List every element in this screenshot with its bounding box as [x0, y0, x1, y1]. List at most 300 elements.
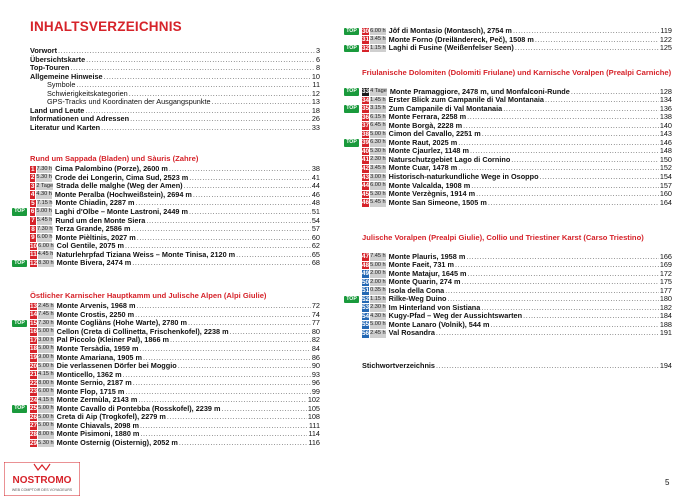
tour-number: 47 [362, 253, 370, 260]
tour-number: 28 [30, 430, 38, 438]
tour-page: 38 [311, 164, 320, 174]
tour-name-wrap [386, 122, 659, 131]
tour-number: 35 [362, 105, 370, 113]
tour-name: Monte Cuar, 1478 m [388, 164, 458, 173]
tour-page: 44 [311, 181, 320, 191]
tour-page: 154 [659, 172, 672, 181]
leader-dots [455, 261, 659, 270]
tour-entry [30, 396, 320, 405]
tour-page: 86 [311, 352, 320, 362]
tour-duration: 2.00 h [370, 270, 386, 277]
tour-page: 164 [659, 197, 672, 207]
tour-number: 31 [362, 36, 370, 44]
tour-name-wrap [386, 173, 659, 182]
toc-entry-label: Allgemeine Hinweise [30, 71, 103, 81]
tour-number: 33 [362, 88, 370, 95]
leader-dots [188, 319, 311, 328]
tour-page: 102 [307, 395, 320, 405]
section-heading: Julische Voralpen (Prealpi Giulie), Collio und Triestiner Karst (Carso Triestino) [362, 233, 644, 242]
tour-page: 48 [311, 198, 320, 208]
tour-name-wrap [54, 336, 311, 345]
tour-page: 60 [311, 232, 320, 242]
tour-page: 160 [659, 189, 672, 199]
tour-name-wrap [386, 130, 659, 139]
tour-entry [30, 174, 320, 183]
tour-number: 4 [30, 191, 35, 199]
toc-entry-label: Vorwort [30, 46, 58, 55]
tour-number: 13 [30, 302, 38, 310]
tour-number: 3 [30, 182, 35, 190]
toc-line [30, 124, 320, 133]
top-badge: TOP [344, 28, 359, 36]
toc-entry-page: 3 [315, 46, 320, 55]
tour-number: 22 [30, 379, 38, 387]
tour-page: 136 [659, 103, 672, 113]
tour-duration: 3.00 h [38, 336, 54, 343]
tour-entry [362, 253, 672, 262]
top-badge: TOP [344, 88, 359, 96]
tour-name: Monte Crostis, 2250 m [56, 310, 135, 319]
tour-name: Monte Chiadin, 2287 m [55, 199, 135, 208]
tour-page: 77 [311, 318, 320, 328]
tour-number: 14 [30, 311, 38, 319]
tour-page: 152 [659, 163, 672, 173]
tour-name-wrap [386, 312, 659, 321]
tour-entry [362, 199, 672, 208]
tour-page: 84 [311, 343, 320, 353]
leader-dots [523, 312, 659, 321]
tour-name-wrap [387, 88, 659, 97]
leader-dots [535, 36, 659, 45]
toc-entry-label: Land und Leute [30, 105, 85, 115]
tour-name: Val Rosandra [388, 329, 435, 338]
leader-dots [146, 217, 311, 226]
tour-name: Monte Pisimoni, 1880 m [56, 430, 140, 439]
tour-duration: 5.30 h [36, 174, 52, 181]
tour-number: 10 [30, 242, 38, 250]
tour-page: 150 [659, 154, 672, 164]
toc-line [362, 362, 672, 371]
tour-entry [14, 318, 320, 328]
tour-name: Monte Borgà, 2228 m [388, 121, 463, 130]
tour-duration: 9.00 h [38, 354, 54, 360]
tour-name-wrap [54, 354, 311, 363]
tour-number: 37 [362, 122, 370, 130]
tour-page: 80 [311, 326, 320, 336]
tour-name-wrap [54, 405, 307, 414]
tour-name: Naturlehrpfad Tiziana Weiss – Monte Tinisa, 2120 m [56, 250, 236, 259]
tour-duration: 5.30 h [38, 439, 54, 446]
tour-number: 53 [362, 304, 370, 312]
leader-dots [179, 439, 307, 448]
tour-duration: 4.15 h [38, 371, 54, 378]
tour-page: 82 [311, 335, 320, 345]
tour-name-wrap [54, 302, 311, 311]
tour-name-wrap [52, 217, 311, 226]
tour-name: Monte Forno (Dreiländereck, Peč), 1508 m [388, 35, 534, 44]
tour-duration: 5.00 h [370, 130, 386, 137]
tour-name-wrap [52, 165, 311, 174]
leader-dots [511, 156, 659, 165]
tour-entry [362, 270, 672, 279]
tour-name-wrap [54, 413, 307, 422]
tour-page: 90 [311, 361, 320, 371]
tour-entry [362, 164, 672, 173]
logo-tagline: WEB COMPTOIR DES VOYAGEURS [11, 488, 73, 492]
tour-name: Monte Pièltinis, 2027 m [55, 233, 136, 242]
tour-name-wrap [52, 199, 310, 208]
leader-dots [571, 88, 659, 97]
tour-number: 26 [30, 413, 38, 421]
tour-name: Historisch-naturkundliche Wege in Osoppo [388, 173, 539, 181]
tour-name-wrap [54, 430, 308, 439]
tour-page: 125 [659, 43, 672, 53]
toc-entry-page: 26 [311, 114, 320, 124]
tour-entry [362, 96, 672, 105]
tour-entry [362, 312, 672, 321]
nostromo-logo [4, 462, 80, 496]
tour-name: Monte Zermùla, 2143 m [56, 396, 138, 405]
leader-dots [131, 225, 310, 234]
tour-entry [30, 439, 320, 448]
tour-name: Laghi di Fusine (Weißenfelser Seen) [388, 44, 514, 53]
toc-entry-page: 194 [659, 361, 672, 370]
tour-duration: 7.45 h [370, 253, 386, 259]
tour-number: 38 [362, 130, 370, 138]
tour-duration: 5.30 h [370, 190, 386, 197]
tour-name-wrap [54, 311, 311, 320]
tour-name: Cimon del Cavallo, 2251 m [388, 130, 481, 139]
tour-duration: 8.00 h [38, 430, 54, 437]
tour-entry [30, 336, 320, 345]
tour-number: 7 [31, 217, 35, 224]
tour-page: 134 [659, 95, 672, 105]
tour-number: 21 [30, 371, 38, 379]
tour-number: 5 [31, 199, 35, 207]
leader-dots [136, 302, 310, 311]
tour-duration: 1.15 h [370, 295, 386, 302]
leader-dots [140, 422, 308, 431]
tour-name: Erster Blick zum Campanile di Val Montanaia [388, 96, 544, 105]
tour-name: Monte Raut, 2025 m [388, 138, 458, 147]
tour-name-wrap [386, 27, 660, 36]
leader-dots [193, 191, 311, 200]
page-number: 5 [665, 478, 670, 487]
tour-name-wrap [54, 371, 311, 380]
tour-entry [30, 225, 320, 234]
tour-page: 166 [659, 251, 672, 261]
tour-entry [30, 234, 320, 243]
tour-duration: 5.00 h [38, 328, 54, 335]
tour-entry [362, 287, 672, 296]
tour-name-wrap [386, 182, 659, 191]
leader-dots [140, 430, 307, 439]
tour-name: Monte Flop, 1715 m [56, 387, 125, 396]
tour-page: 148 [659, 146, 672, 156]
tour-name: Im Hinterland von Sistiana [388, 303, 481, 312]
leader-dots [491, 321, 659, 330]
tour-number: 1 [30, 165, 35, 173]
tour-entry [14, 258, 320, 268]
toc-line [30, 56, 320, 65]
top-badge: TOP [12, 405, 27, 413]
tour-duration: 7.30 h [38, 319, 54, 326]
tour-number: 30 [362, 27, 370, 35]
leader-dots [236, 251, 311, 260]
tour-name: Monte Valcalda, 1908 m [388, 181, 471, 190]
tour-number: 40 [362, 147, 370, 155]
tour-duration: 5.45 h [370, 199, 386, 206]
tour-name-wrap [52, 191, 311, 200]
tour-name-wrap [386, 329, 659, 338]
tour-name-wrap [54, 328, 311, 337]
tour-duration: 5.00 h [38, 405, 54, 412]
tour-entry [362, 182, 672, 191]
tour-page: 74 [311, 309, 320, 319]
tour-number: 2 [30, 174, 35, 182]
tour-duration: 6.00 h [38, 242, 54, 249]
leader-dots [170, 336, 311, 345]
tour-page: 111 [308, 420, 320, 430]
leader-dots [125, 388, 310, 397]
tour-duration: 0.35 h [370, 287, 386, 294]
toc-entry-label: GPS-Tracks und Koordinaten der Ausgangspunkte [47, 97, 211, 107]
tour-page: 180 [659, 294, 672, 304]
leader-dots [70, 64, 314, 73]
tour-duration: 7.30 h [36, 165, 53, 172]
leader-dots [58, 47, 315, 56]
tour-name-wrap [386, 253, 659, 262]
tour-page: 184 [659, 311, 672, 321]
tour-duration: 4.30 h [370, 312, 386, 319]
leader-dots [436, 329, 659, 338]
tour-entry [30, 379, 320, 388]
tour-name: Monte Cjaurlez, 1148 m [388, 147, 469, 156]
tour-number: 15 [30, 319, 38, 327]
tour-page: 72 [311, 301, 320, 311]
tour-page: 54 [311, 215, 320, 225]
tour-name: Monte San Simeone, 1505 m [388, 198, 487, 207]
toc-entry-label: Literatur und Karten [30, 122, 101, 132]
tour-number: 18 [30, 345, 38, 353]
toc-entry-label: Übersichtskarte [30, 54, 86, 64]
tour-name-wrap [54, 345, 311, 354]
tour-number: 41 [362, 156, 370, 164]
tour-page: 191 [659, 328, 672, 338]
toc-entry-label: Top-Touren [30, 63, 70, 73]
leader-dots [189, 174, 311, 183]
tour-duration: 7.45 h [38, 311, 54, 318]
leader-dots [471, 182, 659, 191]
top-badge: TOP [344, 139, 359, 147]
leader-dots [482, 130, 659, 139]
leader-dots [178, 362, 311, 371]
tour-name-wrap [386, 295, 659, 304]
tour-number: 12 [30, 259, 38, 267]
tour-number: 42 [362, 164, 370, 172]
tour-name: Monte Peralba (Hochweißstein), 2694 m [54, 190, 192, 199]
tour-duration: 1.45 h [370, 96, 386, 103]
tour-number: 50 [362, 278, 370, 286]
tour-duration: 5.00 h [38, 345, 54, 352]
tour-entry [362, 147, 672, 156]
tour-page: 51 [311, 206, 320, 216]
tour-number: 8 [31, 225, 35, 233]
tour-duration: 5.45 h [36, 217, 53, 223]
tour-entry [14, 403, 320, 414]
tour-number: 20 [30, 362, 38, 370]
leader-dots [445, 287, 659, 296]
leader-dots [136, 199, 311, 208]
section-heading: Östlicher Karnischer Hauptkamm und Julische Alpen (Alpi Giulie) [30, 291, 267, 300]
tour-entry [30, 165, 320, 174]
page-title: INHALTSVERZEICHNIS [30, 19, 182, 34]
tour-duration: 6.00 h [370, 182, 386, 189]
tour-number: 51 [362, 287, 370, 295]
leader-dots [463, 122, 659, 131]
tour-entry [30, 311, 320, 320]
tour-name-wrap [386, 36, 659, 45]
tour-page: 96 [311, 378, 320, 388]
section-heading: Friulanische Dolomiten (Dolomiti Friulane) und Karnische Voralpen (Prealpi Carniche) [362, 68, 672, 77]
top-badge: TOP [344, 105, 359, 113]
leader-dots [125, 242, 311, 251]
tour-page: 182 [659, 302, 672, 312]
tour-entry [362, 261, 672, 270]
tour-number: 49 [362, 270, 370, 278]
tour-number: 9 [31, 234, 35, 242]
tour-name: Kugy-Pfad – Weg der Aussichtswarten [388, 312, 523, 321]
tour-name: Monte Matajur, 1645 m [388, 269, 467, 278]
tour-name: Monte Arvenis, 1968 m [56, 302, 136, 311]
toc-entry-page: 12 [311, 88, 320, 98]
tour-page: 57 [311, 224, 320, 234]
leader-dots [133, 379, 311, 388]
tour-duration: 7.30 h [36, 225, 53, 232]
tour-name: Terza Grande, 2586 m [55, 225, 131, 234]
leader-dots [169, 165, 311, 174]
tour-name-wrap [386, 44, 659, 53]
leader-dots [139, 345, 310, 354]
tour-name-wrap [54, 242, 311, 251]
tour-entry [362, 190, 672, 199]
toc-entry-page: 6 [315, 54, 320, 64]
tour-entry [362, 278, 672, 287]
tour-duration: 6.00 h [36, 234, 53, 241]
tour-name-wrap [386, 139, 659, 148]
tour-duration: 4.45 h [37, 251, 54, 258]
tour-entry [30, 182, 320, 191]
tour-duration: 2.45 h [370, 329, 386, 336]
tour-page: 146 [659, 137, 672, 147]
tour-name-wrap [54, 319, 311, 328]
tour-entry [30, 242, 320, 251]
leader-dots [476, 190, 659, 199]
tour-name-wrap [386, 164, 659, 173]
tour-duration: 5.00 h [38, 413, 54, 420]
tour-name: Monte Quarin, 274 m [388, 278, 461, 287]
tour-page: 122 [659, 34, 672, 44]
tour-number: 44 [362, 182, 370, 190]
tour-duration: 1.15 h [370, 44, 386, 51]
tour-number: 24 [30, 396, 38, 404]
tour-entry [362, 122, 672, 131]
leader-dots [167, 413, 307, 422]
tour-page: 46 [311, 189, 320, 199]
leader-dots [132, 259, 311, 268]
tour-name-wrap [386, 321, 659, 330]
leader-dots [458, 164, 659, 173]
leader-dots [448, 295, 659, 304]
tour-page: 105 [307, 403, 320, 413]
toc-entry-label: Schwierigkeitskategorien [47, 88, 128, 98]
tour-name: Monte Faeit, 731 m [388, 261, 454, 270]
tour-page: 175 [659, 277, 672, 287]
tour-entry [346, 294, 672, 304]
section-heading: Rund um Sappada (Bladen) und Sàuris (Zahre) [30, 154, 199, 163]
tour-number: 6 [30, 208, 35, 216]
tour-name-wrap [386, 261, 659, 270]
tour-duration: 2.00 h [370, 278, 386, 285]
tour-name-wrap [386, 105, 659, 114]
tour-entry [362, 304, 672, 313]
tour-name-wrap [54, 422, 308, 431]
logo-name: NOSTROMO [12, 475, 72, 486]
tour-name: Jôf di Montasio (Montasch), 2754 m [388, 27, 512, 35]
tour-name: Monte Cavallo di Pontebba (Rosskofel), 2239 m [56, 404, 221, 413]
tour-number: 54 [362, 312, 370, 320]
tour-name: Creta di Aip (Trogkofel), 2279 m [56, 413, 166, 422]
tour-duration: 6.45 h [370, 122, 386, 129]
tour-page: 99 [311, 386, 320, 396]
tour-number: 55 [362, 321, 370, 329]
tour-page: 177 [659, 285, 672, 295]
tour-duration: 5.00 h [36, 208, 52, 215]
tour-page: 188 [659, 319, 672, 329]
tour-name: Pal Piccolo (Kleiner Pal), 1866 m [56, 336, 170, 345]
top-badge: TOP [12, 320, 27, 328]
tour-page: 138 [659, 112, 672, 122]
toc-entry-label: Symbole [47, 80, 76, 90]
tour-number: 52 [362, 295, 370, 303]
toc-entry-page: 18 [311, 105, 320, 115]
leader-dots [513, 27, 659, 36]
leader-dots [436, 362, 659, 371]
tour-name-wrap [386, 147, 659, 156]
tour-name: Cellon (Creta di Collinetta, Frischenkofel), 2238 m [56, 327, 229, 336]
leader-dots [138, 396, 306, 405]
leader-dots [101, 124, 311, 133]
tour-page: 41 [311, 172, 320, 182]
toc-entry-page: 13 [311, 97, 320, 107]
top-badge: TOP [344, 45, 359, 53]
tour-duration: 3.00 h [370, 173, 386, 180]
tour-name-wrap [53, 251, 311, 260]
leader-dots [212, 98, 311, 107]
tour-name-wrap [53, 225, 311, 234]
tour-name: Monte Tersàdia, 1959 m [56, 344, 139, 353]
toc-entry-page: 8 [315, 63, 320, 73]
tour-duration: 5.00 h [38, 362, 54, 369]
tour-duration: 4.15 h [38, 396, 54, 403]
tour-name: Strada delle malghe (Weg der Amen) [56, 182, 183, 191]
tour-entry [30, 422, 320, 431]
tour-name: Rilke-Weg Duino [388, 295, 447, 304]
leader-dots [466, 253, 658, 262]
tour-name-wrap [386, 199, 659, 208]
tour-name-wrap [386, 270, 659, 279]
tour-duration: 5.00 h [38, 422, 54, 429]
